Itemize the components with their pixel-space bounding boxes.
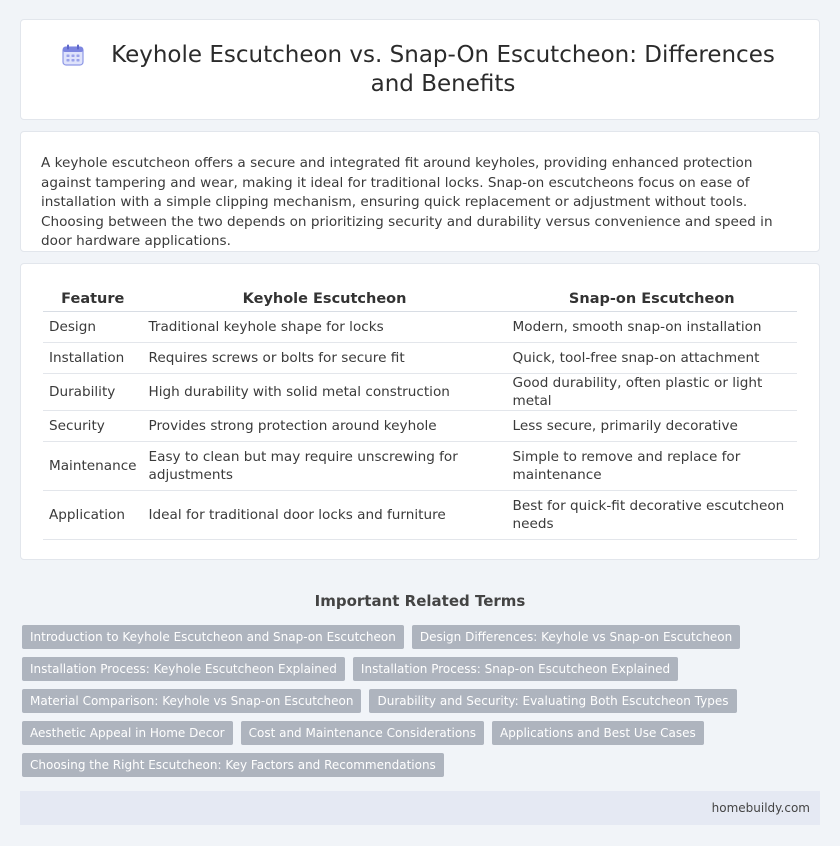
table-cell-snap-on: Simple to remove and replace for maintenance: [507, 442, 797, 491]
header-card: [20, 19, 820, 120]
table-cell-feature: Maintenance: [43, 442, 143, 491]
table-cell-keyhole: Provides strong protection around keyhole: [143, 411, 507, 442]
related-term-tag[interactable]: Installation Process: Snap-on Escutcheon Explained: [353, 657, 678, 681]
table-cell-keyhole: Ideal for traditional door locks and furniture: [143, 491, 507, 540]
intro-card: [20, 131, 820, 252]
table-cell-snap-on: Good durability, often plastic or light metal: [507, 374, 797, 411]
related-term-tag[interactable]: Choosing the Right Escutcheon: Key Factors and Recommendations: [22, 753, 444, 777]
table-row: [43, 411, 797, 442]
table-cell-feature: Security: [43, 411, 143, 442]
related-terms-title: Important Related Terms: [314, 592, 526, 610]
comparison-table: [43, 286, 797, 540]
header-inner: [61, 41, 779, 99]
related-term-tag[interactable]: Introduction to Keyhole Escutcheon and Snap-on Escutcheon: [22, 625, 404, 649]
intro-text: A keyhole escutcheon offers a secure and integrated fit around keyholes, providing enhanced protection against tampering and wear, making it ideal for traditional locks. Snap-on escutcheons focus on ease of installation with a simple clipping mechanism, ensuring quick replacement or adjustment without tools. Choosing between the two depends on prioritizing security and durability versus convenience and speed in door hardware applications.: [41, 155, 773, 250]
related-term-tag[interactable]: Installation Process: Keyhole Escutcheon Explained: [22, 657, 345, 681]
table-header-row: [43, 286, 797, 312]
table-cell-snap-on: Quick, tool-free snap-on attachment: [507, 343, 797, 374]
table-cell-feature: Durability: [43, 374, 143, 411]
related-term-tag[interactable]: Material Comparison: Keyhole vs Snap-on Escutcheon: [22, 689, 361, 713]
table-cell-snap-on: Less secure, primarily decorative: [507, 411, 797, 442]
table-cell-keyhole: Easy to clean but may require unscrewing for adjustments: [143, 442, 507, 491]
related-term-tag[interactable]: Applications and Best Use Cases: [492, 721, 704, 745]
footer-site-link[interactable]: homebuildy.com: [711, 801, 810, 815]
table-row: [43, 442, 797, 491]
footer: [20, 791, 820, 825]
related-terms-list: [22, 625, 820, 777]
table-cell-feature: Installation: [43, 343, 143, 374]
header-feature: Feature: [43, 286, 143, 312]
table-row: [43, 374, 797, 411]
table-row: [43, 343, 797, 374]
related-term-tag[interactable]: Cost and Maintenance Considerations: [241, 721, 484, 745]
table-row: [43, 312, 797, 343]
calendar-icon: [61, 43, 85, 67]
header-snap-on: Snap-on Escutcheon: [507, 286, 797, 312]
table-row: [43, 491, 797, 540]
page-title: Keyhole Escutcheon vs. Snap-On Escutcheon: Differences and Benefits: [111, 41, 775, 97]
table-cell-keyhole: High durability with solid metal construction: [143, 374, 507, 411]
table-cell-keyhole: Requires screws or bolts for secure fit: [143, 343, 507, 374]
table-cell-snap-on: Best for quick-fit decorative escutcheon needs: [507, 491, 797, 540]
table-cell-keyhole: Traditional keyhole shape for locks: [143, 312, 507, 343]
related-term-tag[interactable]: Durability and Security: Evaluating Both Escutcheon Types: [369, 689, 736, 713]
header-keyhole: Keyhole Escutcheon: [143, 286, 507, 312]
table-cell-feature: Application: [43, 491, 143, 540]
related-term-tag[interactable]: Aesthetic Appeal in Home Decor: [22, 721, 233, 745]
related-term-tag[interactable]: Design Differences: Keyhole vs Snap-on Escutcheon: [412, 625, 740, 649]
table-cell-snap-on: Modern, smooth snap-on installation: [507, 312, 797, 343]
table-cell-feature: Design: [43, 312, 143, 343]
comparison-table-card: [20, 263, 820, 560]
